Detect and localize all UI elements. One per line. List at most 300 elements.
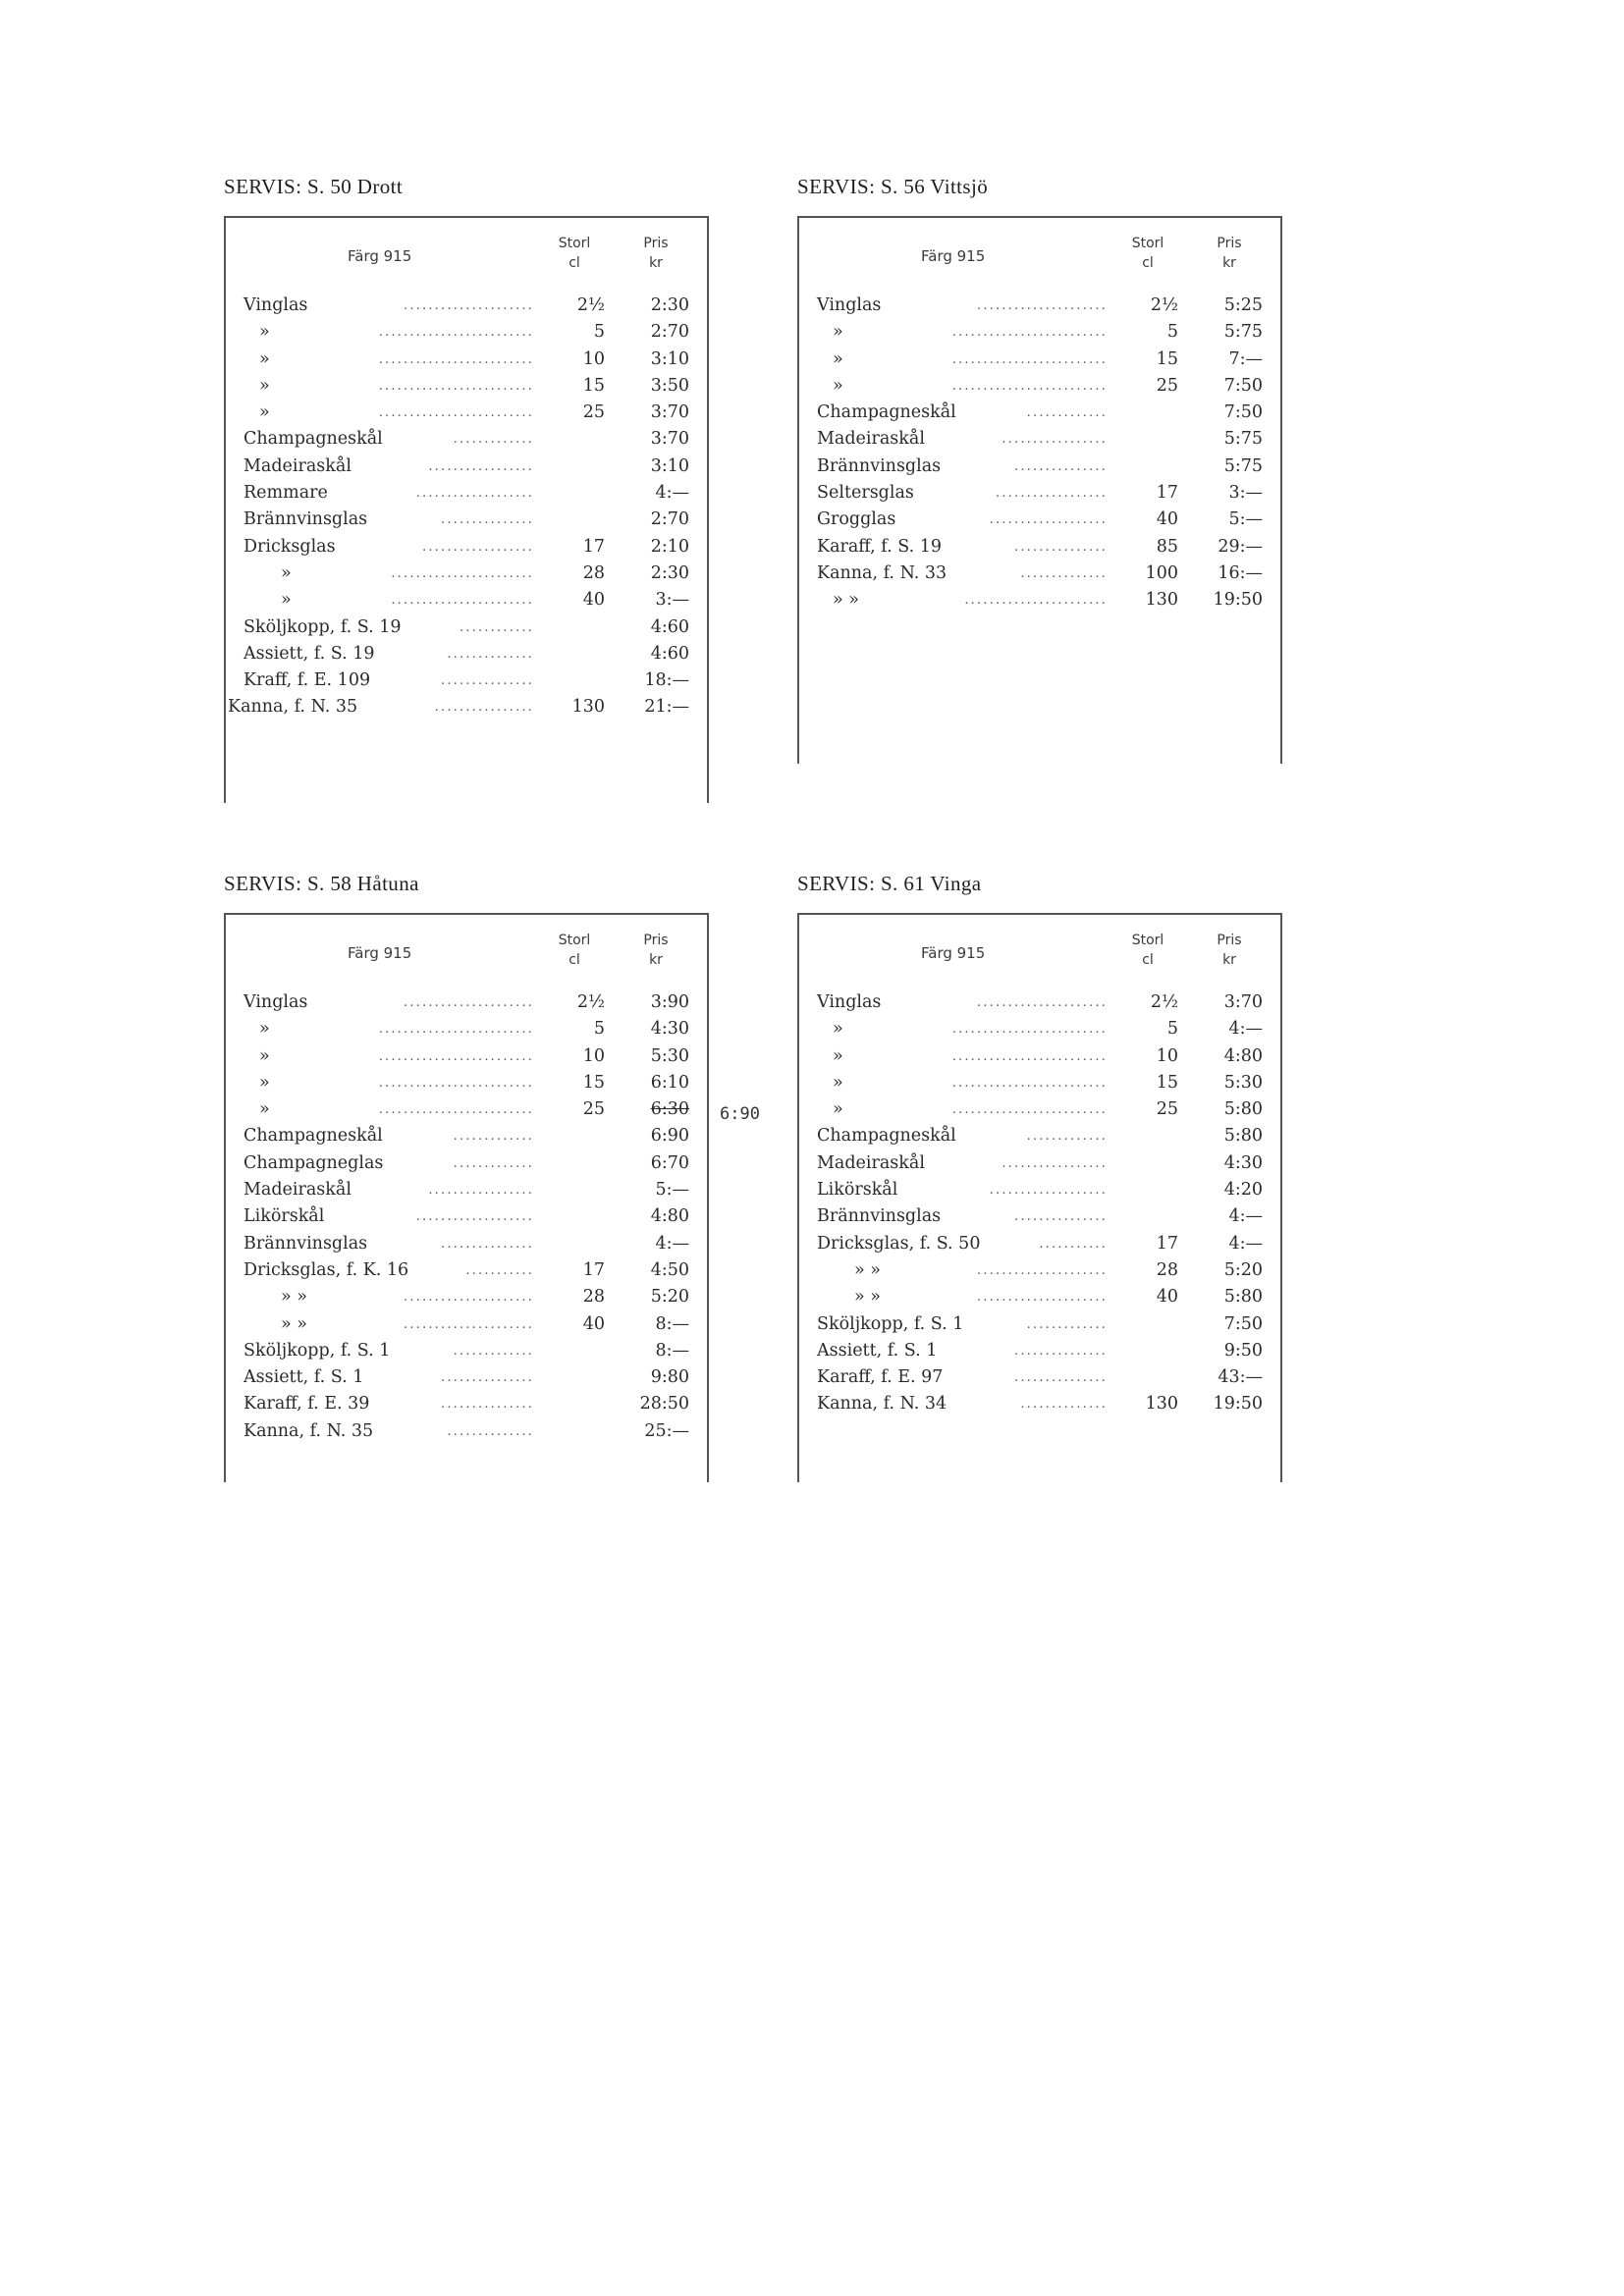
item-name: »: [259, 1099, 270, 1120]
dot-leader: .....................: [404, 298, 534, 313]
item-price: 5:75: [1223, 429, 1263, 450]
dot-leader: ...............: [1014, 458, 1108, 474]
item-name: »: [259, 402, 270, 423]
section-title: SERVIS: S. 50 Drott: [224, 175, 404, 198]
dot-leader: ...........: [1039, 1236, 1108, 1252]
table-row: [799, 347, 1280, 373]
table-row: [799, 561, 1280, 587]
item-price: 4:—: [655, 483, 689, 504]
dot-leader: .........................: [951, 1048, 1108, 1064]
item-name: » »: [854, 1287, 881, 1308]
table-row: [226, 694, 707, 721]
storl-label: Storl: [558, 236, 591, 251]
item-name: Brännvinsglas: [244, 509, 368, 530]
item-size: 25: [1156, 375, 1178, 396]
dot-leader: ..............: [1020, 1397, 1108, 1413]
item-price: 4:80: [650, 1206, 689, 1227]
item-name: Likörskål: [817, 1180, 898, 1201]
item-price: 4:20: [1223, 1180, 1263, 1201]
table-row: [799, 293, 1280, 319]
dot-leader: .....................: [977, 995, 1108, 1010]
item-name: »: [259, 1019, 270, 1040]
table-row: [226, 1070, 707, 1096]
item-price: 4:—: [1228, 1019, 1263, 1040]
item-size: 5: [593, 322, 605, 343]
item-name: Champagneskål: [244, 429, 383, 450]
item-size: 15: [1156, 348, 1178, 369]
item-size: 40: [1156, 1287, 1178, 1308]
item-price: 3:50: [650, 375, 689, 396]
dot-leader: .............: [453, 1155, 534, 1171]
item-name: Madeiraskål: [817, 429, 925, 450]
item-price: 6:70: [650, 1152, 689, 1173]
item-price: 2:70: [650, 322, 689, 343]
table-row: [799, 507, 1280, 533]
item-price: 18:—: [644, 670, 689, 691]
dot-leader: ............: [460, 619, 534, 635]
storl-header: [547, 234, 602, 273]
table-row: [226, 641, 707, 667]
dot-leader: .........................: [951, 1022, 1108, 1038]
pris-label: Pris: [643, 236, 669, 251]
dot-leader: .........................: [951, 351, 1108, 367]
item-price: 28:50: [639, 1394, 689, 1415]
table-row: [799, 1043, 1280, 1070]
item-name: Kraff, f. E. 109: [244, 670, 371, 691]
item-price: 5:75: [1223, 455, 1263, 476]
item-price: 5:80: [1223, 1126, 1263, 1147]
item-name: Seltersglas: [817, 483, 914, 504]
storl-label: Storl: [1131, 933, 1164, 948]
item-name: Karaff, f. S. 19: [817, 536, 942, 557]
dot-leader: .............: [453, 432, 534, 448]
storl-header: [1120, 234, 1175, 273]
dot-leader: .....................: [977, 298, 1108, 313]
item-price: 5:25: [1223, 295, 1263, 315]
dot-leader: ................: [434, 700, 534, 716]
table-row: [799, 480, 1280, 507]
dot-leader: .........................: [378, 351, 534, 367]
table-rows: [226, 293, 707, 721]
item-size: 25: [582, 1099, 605, 1120]
table-header: [226, 218, 707, 293]
item-price: 3:—: [655, 590, 689, 611]
table-row: [226, 561, 707, 587]
item-name: Champagneglas: [244, 1152, 384, 1173]
storl-header: [1120, 931, 1175, 970]
table-row: [226, 989, 707, 1016]
item-size: 130: [1145, 590, 1178, 611]
item-price: 5:75: [1223, 322, 1263, 343]
price-table: [224, 913, 709, 1482]
item-price: 8:—: [655, 1340, 689, 1361]
item-name: »: [259, 348, 270, 369]
pris-unit: kr: [649, 952, 663, 968]
item-price: 25:—: [644, 1420, 689, 1441]
dot-leader: .........................: [378, 1075, 534, 1091]
item-price: 4:50: [650, 1259, 689, 1280]
dot-leader: .........................: [378, 1022, 534, 1038]
item-name: Brännvinsglas: [817, 455, 942, 476]
table-row: [799, 1123, 1280, 1149]
table-row: [226, 454, 707, 480]
pris-unit: kr: [1222, 952, 1236, 968]
table-row: [799, 1284, 1280, 1310]
item-name: Madeiraskål: [817, 1152, 925, 1173]
item-price: 5:30: [1223, 1072, 1263, 1093]
dot-leader: ...........: [465, 1262, 534, 1278]
dot-leader: ..............: [1020, 565, 1108, 581]
item-name: Assiett, f. S. 19: [244, 643, 375, 664]
item-size: 130: [1145, 1394, 1178, 1415]
table-row: [226, 1418, 707, 1445]
farg-label: Färg 915: [921, 247, 986, 265]
item-name: »: [259, 375, 270, 396]
item-name: Sköljkopp, f. S. 1: [817, 1313, 964, 1334]
storl-header: [547, 931, 602, 970]
table-header: [226, 915, 707, 989]
dot-leader: .............: [1026, 405, 1108, 421]
item-name: Karaff, f. E. 39: [244, 1394, 370, 1415]
item-name: Brännvinsglas: [244, 1233, 368, 1254]
table-rows: [799, 989, 1280, 1418]
item-size: 2½: [576, 992, 605, 1012]
dot-leader: ..............: [447, 646, 534, 662]
item-size: 25: [1156, 1099, 1178, 1120]
table-row: [799, 587, 1280, 614]
item-price: 5:80: [1223, 1099, 1263, 1120]
table-row: [226, 319, 707, 346]
table-row: [226, 1016, 707, 1042]
storl-label: Storl: [558, 933, 591, 948]
table-row: [226, 1284, 707, 1310]
item-price: 6:30: [650, 1099, 689, 1120]
dot-leader: .....................: [977, 1262, 1108, 1278]
item-size: 17: [582, 536, 605, 557]
table-row: [226, 614, 707, 641]
dot-leader: ...................: [989, 1183, 1108, 1199]
item-price: 5:80: [1223, 1287, 1263, 1308]
dot-leader: .............: [1026, 1129, 1108, 1145]
price-table: [797, 216, 1282, 764]
item-price: 7:50: [1223, 375, 1263, 396]
section-title: SERVIS: S. 61 Vinga: [797, 872, 982, 895]
table-header: [799, 218, 1280, 293]
dot-leader: ...............: [441, 1397, 534, 1413]
item-price: 7:50: [1223, 402, 1263, 423]
dot-leader: .......................: [964, 593, 1108, 609]
item-size: 5: [1166, 1019, 1178, 1040]
dot-leader: .........................: [378, 1102, 534, 1118]
table-row: [799, 454, 1280, 480]
item-price: 2:30: [650, 295, 689, 315]
dot-leader: ...................: [415, 1209, 534, 1225]
storl-unit: cl: [1142, 255, 1154, 271]
pris-label: Pris: [1217, 236, 1242, 251]
dot-leader: .............: [1026, 1316, 1108, 1332]
item-size: 40: [582, 590, 605, 611]
item-price: 3:70: [1223, 992, 1263, 1012]
table-row: [226, 1391, 707, 1417]
item-name: Kanna, f. N. 34: [817, 1394, 947, 1415]
table-row: [799, 373, 1280, 400]
table-row: [226, 347, 707, 373]
item-name: » »: [854, 1259, 881, 1280]
item-name: »: [833, 1072, 843, 1093]
item-size: 15: [582, 375, 605, 396]
dot-leader: ...............: [441, 1236, 534, 1252]
farg-label: Färg 915: [348, 944, 412, 962]
item-name: Vinglas: [244, 295, 308, 315]
item-name: Assiett, f. S. 1: [244, 1367, 364, 1388]
table-row: [799, 1150, 1280, 1177]
table-row: [226, 426, 707, 453]
section-title: SERVIS: S. 58 Håtuna: [224, 872, 419, 895]
pris-header: [628, 234, 683, 273]
item-name: Madeiraskål: [244, 455, 352, 476]
item-price: 3:—: [1228, 483, 1263, 504]
item-size: 10: [582, 1045, 605, 1066]
dot-leader: ...............: [441, 1370, 534, 1386]
item-size: 10: [1156, 1045, 1178, 1066]
pris-label: Pris: [1217, 933, 1242, 948]
pris-header: [628, 931, 683, 970]
dot-leader: ...............: [441, 512, 534, 528]
item-price: 2:30: [650, 562, 689, 583]
dot-leader: .......................: [391, 593, 534, 609]
dot-leader: .........................: [951, 1075, 1108, 1091]
item-price: 9:80: [650, 1367, 689, 1388]
farg-label: Färg 915: [348, 247, 412, 265]
item-price: 5:—: [655, 1180, 689, 1201]
dot-leader: ...............: [1014, 1370, 1108, 1386]
item-name: Karaff, f. E. 97: [817, 1367, 944, 1388]
dot-leader: .........................: [951, 378, 1108, 394]
table-header: [799, 915, 1280, 989]
table-row: [799, 1311, 1280, 1338]
item-price: 6:10: [650, 1072, 689, 1093]
item-name: Kanna, f. N. 35: [244, 1420, 374, 1441]
item-price: 4:—: [1228, 1206, 1263, 1227]
table-row: [799, 1070, 1280, 1096]
item-name: » »: [833, 590, 859, 611]
dot-leader: ...............: [1014, 1343, 1108, 1359]
item-name: Kanna, f. N. 35: [228, 697, 358, 718]
item-size: 40: [1156, 509, 1178, 530]
item-name: »: [833, 348, 843, 369]
pris-header: [1202, 931, 1257, 970]
item-size: 130: [571, 697, 605, 718]
dot-leader: .........................: [378, 378, 534, 394]
table-row: [799, 1338, 1280, 1364]
dot-leader: .................: [428, 1183, 534, 1199]
table-row: [799, 426, 1280, 453]
item-name: Dricksglas, f. K. 16: [244, 1259, 409, 1280]
item-size: 40: [582, 1313, 605, 1334]
table-row: [799, 1203, 1280, 1230]
item-price: 29:—: [1218, 536, 1263, 557]
handwritten-price-note: 6:90: [720, 1104, 760, 1124]
price-table: [224, 216, 709, 803]
dot-leader: .....................: [977, 1290, 1108, 1306]
table-row: [226, 1231, 707, 1257]
table-row: [226, 400, 707, 426]
item-name: »: [833, 375, 843, 396]
item-size: 5: [1166, 322, 1178, 343]
storl-unit: cl: [1142, 952, 1154, 968]
dot-leader: .............: [453, 1129, 534, 1145]
item-price: 7:50: [1223, 1313, 1263, 1334]
item-size: 17: [582, 1259, 605, 1280]
table-row: [799, 1231, 1280, 1257]
item-name: Grogglas: [817, 509, 896, 530]
item-name: » »: [281, 1287, 307, 1308]
item-size: 25: [582, 402, 605, 423]
item-price: 4:—: [655, 1233, 689, 1254]
table-row: [226, 1150, 707, 1177]
pris-label: Pris: [643, 933, 669, 948]
item-price: 3:10: [650, 455, 689, 476]
item-name: Remmare: [244, 483, 328, 504]
item-size: 2½: [1150, 295, 1178, 315]
item-name: Brännvinsglas: [817, 1206, 942, 1227]
dot-leader: .................: [1001, 1155, 1108, 1171]
dot-leader: ..............: [447, 1423, 534, 1439]
item-price: 4:30: [650, 1019, 689, 1040]
table-row: [226, 507, 707, 533]
item-name: Sköljkopp, f. S. 1: [244, 1340, 391, 1361]
table-row: [226, 480, 707, 507]
item-size: 5: [593, 1019, 605, 1040]
dot-leader: .............: [453, 1343, 534, 1359]
dot-leader: .........................: [378, 405, 534, 421]
item-price: 19:50: [1213, 1394, 1263, 1415]
item-price: 43:—: [1218, 1367, 1263, 1388]
table-row: [799, 1257, 1280, 1284]
item-price: 3:70: [650, 429, 689, 450]
item-price: 3:70: [650, 402, 689, 423]
item-price: 5:30: [650, 1045, 689, 1066]
table-rows: [226, 989, 707, 1445]
dot-leader: ...................: [415, 486, 534, 502]
item-name: Champagneskål: [244, 1126, 383, 1147]
item-price: 4:—: [1228, 1233, 1263, 1254]
table-row: [799, 1364, 1280, 1391]
table-row: [799, 534, 1280, 561]
item-price: 4:80: [1223, 1045, 1263, 1066]
item-size: 17: [1156, 1233, 1178, 1254]
pris-unit: kr: [1222, 255, 1236, 271]
pris-header: [1202, 234, 1257, 273]
item-name: »: [259, 1072, 270, 1093]
item-name: »: [259, 1045, 270, 1066]
pris-unit: kr: [649, 255, 663, 271]
dot-leader: .........................: [378, 325, 534, 341]
storl-unit: cl: [568, 952, 580, 968]
item-name: Dricksglas, f. S. 50: [817, 1233, 981, 1254]
table-row: [226, 1257, 707, 1284]
item-name: »: [833, 1019, 843, 1040]
item-price: 6:90: [650, 1126, 689, 1147]
table-row: [799, 319, 1280, 346]
section-title: SERVIS: S. 56 Vittsjö: [797, 175, 989, 198]
item-name: Dricksglas: [244, 536, 336, 557]
item-name: Likörskål: [244, 1206, 325, 1227]
item-size: 15: [582, 1072, 605, 1093]
item-size: 28: [582, 1287, 605, 1308]
item-name: »: [833, 1045, 843, 1066]
dot-leader: ...............: [1014, 1209, 1108, 1225]
item-price: 5:20: [650, 1287, 689, 1308]
dot-leader: .................: [1001, 432, 1108, 448]
item-name: Sköljkopp, f. S. 19: [244, 616, 402, 637]
table-row: [226, 1096, 707, 1123]
item-price: 4:30: [1223, 1152, 1263, 1173]
item-price: 7:—: [1228, 348, 1263, 369]
dot-leader: ..................: [996, 486, 1108, 502]
dot-leader: ...............: [441, 673, 534, 689]
item-name: Madeiraskål: [244, 1180, 352, 1201]
item-size: 2½: [576, 295, 605, 315]
item-price: 5:—: [1228, 509, 1263, 530]
table-row: [226, 1311, 707, 1338]
item-name: »: [281, 562, 292, 583]
table-row: [226, 1364, 707, 1391]
item-name: »: [259, 322, 270, 343]
item-name: » »: [281, 1313, 307, 1334]
dot-leader: ..................: [422, 539, 534, 555]
item-name: Vinglas: [244, 992, 308, 1012]
item-size: 10: [582, 348, 605, 369]
dot-leader: ...................: [989, 512, 1108, 528]
item-name: »: [281, 590, 292, 611]
table-rows: [799, 293, 1280, 614]
item-size: 2½: [1150, 992, 1178, 1012]
farg-label: Färg 915: [921, 944, 986, 962]
table-row: [226, 293, 707, 319]
dot-leader: ...............: [1014, 539, 1108, 555]
item-price: 16:—: [1218, 562, 1263, 583]
item-size: 17: [1156, 483, 1178, 504]
table-row: [799, 989, 1280, 1016]
table-row: [799, 1016, 1280, 1042]
item-name: Vinglas: [817, 295, 882, 315]
item-name: Kanna, f. N. 33: [817, 562, 947, 583]
item-price: 21:—: [644, 697, 689, 718]
table-row: [799, 1096, 1280, 1123]
table-row: [799, 1177, 1280, 1203]
dot-leader: .........................: [951, 1102, 1108, 1118]
item-price: 9:50: [1223, 1340, 1263, 1361]
dot-leader: .........................: [951, 325, 1108, 341]
item-price: 3:10: [650, 348, 689, 369]
item-name: Champagneskål: [817, 1126, 956, 1147]
dot-leader: .........................: [378, 1048, 534, 1064]
item-name: »: [833, 322, 843, 343]
table-row: [799, 400, 1280, 426]
table-row: [226, 373, 707, 400]
table-row: [226, 1203, 707, 1230]
table-row: [226, 1043, 707, 1070]
table-row: [226, 1177, 707, 1203]
item-size: 28: [1156, 1259, 1178, 1280]
item-price: 2:70: [650, 509, 689, 530]
item-price: 3:90: [650, 992, 689, 1012]
item-size: 15: [1156, 1072, 1178, 1093]
item-size: 28: [582, 562, 605, 583]
item-name: »: [833, 1099, 843, 1120]
storl-unit: cl: [568, 255, 580, 271]
